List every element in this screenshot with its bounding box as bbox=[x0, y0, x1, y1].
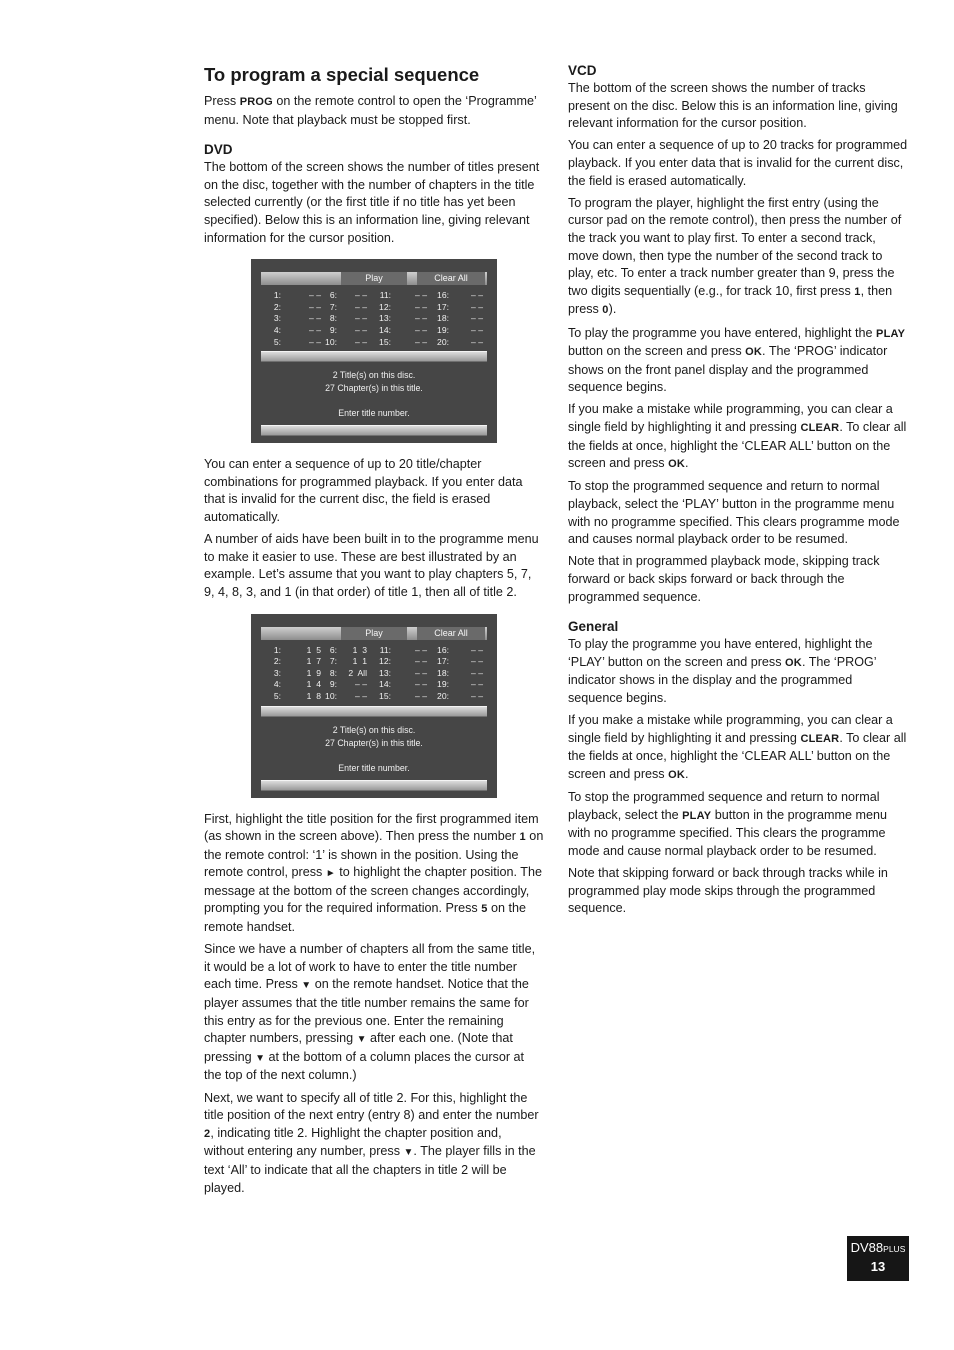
general-paragraph-4: Note that skipping forward or back through tracks while in programmed play mode skips through the programmed sequence. bbox=[568, 866, 888, 916]
grid-row: 4: – – 9: – – 14: – – 19: – – bbox=[273, 324, 483, 335]
vcd-paragraph-7: Note that in programmed playback mode, skipping track forward or back skips forward or back through the programmed sequence. bbox=[568, 554, 880, 604]
bottom-bar bbox=[261, 780, 487, 791]
intro-paragraph: Press PROG on the remote control to open the ‘Programme’ menu. Note that playback must be stopped first. bbox=[204, 94, 537, 127]
paragraph-first: First, highlight the title position for the first programmed item (as shown in the screen above). Then press the number 1 on the remote control: ‘1’ is shown in the position. Using the remote control, press ► to highlight the chapter position. The message at the bottom of the screen changes accordingly, prompting you for the required information. Press 5 on the remote handset. bbox=[204, 811, 544, 935]
right-column bbox=[568, 62, 910, 922]
down-arrow-icon: ▼ bbox=[301, 980, 312, 992]
bottom-bar bbox=[261, 425, 487, 436]
page-badge bbox=[847, 1236, 909, 1281]
paragraph-since: Since we have a number of chapters all from the same title, it would be a lot of work to have to enter the title number each time. Press ▼ on the remote handset. Notice that the player assumes that the title number remains the same for this entry as for the previous one. Enter the remaining chapter numbers, pressing ▼ after each one. (Note that pressing ▼ at the bottom of a column places the cursor at the top of the next column.) bbox=[204, 942, 536, 1083]
chapters-info: 27 Chapter(s) in this title. bbox=[325, 737, 423, 748]
titles-info: 2 Title(s) on this disc. bbox=[332, 370, 416, 381]
button-row bbox=[261, 272, 487, 285]
down-arrow-icon: ▼ bbox=[403, 1147, 414, 1159]
grid-row: 2: – – 7: – – 12: – – 17: – – bbox=[273, 301, 483, 312]
model-name: DV88PLUS bbox=[850, 1240, 906, 1255]
divider-bar bbox=[261, 706, 487, 717]
grid-row: 2: 1 7 7: 1 1 12: – – 17: – – bbox=[273, 656, 483, 667]
play-button[interactable]: Play bbox=[341, 272, 407, 285]
divider-bar bbox=[261, 351, 487, 362]
down-arrow-icon: ▼ bbox=[356, 1034, 367, 1046]
clear-all-button[interactable]: Clear All bbox=[417, 272, 485, 285]
prompt-info: Enter title number. bbox=[338, 408, 410, 419]
grid-row: 1: 1 5 6: 1 3 11: – – 16: – – bbox=[273, 644, 483, 655]
clear-all-button[interactable]: Clear All bbox=[417, 627, 485, 640]
prompt-info: Enter title number. bbox=[338, 762, 410, 773]
grid-row: 1: – – 6: – – 11: – – 16: – – bbox=[273, 290, 483, 301]
vcd-paragraph-5: If you make a mistake while programming, you can clear a single field by highlighting it and pressing CLEAR. To clear all the fields at once, highlight the ‘CLEAR ALL’ button on the screen and press OK. bbox=[568, 402, 907, 471]
prog-key: PROG bbox=[239, 96, 273, 108]
grid-row: 5: – – 10: – – 15: – – 20: – – bbox=[273, 336, 483, 347]
vcd-paragraph-2: You can enter a sequence of up to 20 tracks for programmed playback. If you enter data that is invalid for the current disc, the field is erased automatically. bbox=[568, 138, 908, 188]
left-column bbox=[204, 62, 544, 1202]
play-button[interactable]: Play bbox=[341, 627, 407, 640]
right-arrow-icon: ► bbox=[325, 868, 336, 880]
program-screen-empty bbox=[251, 259, 497, 443]
grid-row: 4: 1 4 9: – – 14: – – 19: – – bbox=[273, 679, 483, 690]
general-paragraph-2: If you make a mistake while programming, you can clear a single field by highlighting it and pressing CLEAR. To clear all the fields at once, highlight the ‘CLEAR ALL’ button on the screen and press OK. bbox=[568, 713, 907, 781]
dvd-heading: DVD bbox=[204, 142, 233, 158]
dvd-paragraph-1: The bottom of the screen shows the number of titles present on the disc, together with the number of chapters in the title selected currently (or the first title if no title has yet been specified). Below this is an information line, giving relevant information for the cursor position. bbox=[204, 160, 540, 245]
program-grid bbox=[265, 645, 487, 703]
vcd-paragraph-3: To program the player, highlight the first entry (using the cursor pad on the remote control), then press the number of the track you want to play first. To enter a second track, move down, then type the number of the second track to play, etc. To enter a track number greater than 9, press the two digits sequentially (e.g., for track 10, first press 1, then press 0). bbox=[568, 195, 902, 317]
page-number: 13 bbox=[870, 1259, 886, 1274]
chapters-info: 27 Chapter(s) in this title. bbox=[325, 383, 423, 394]
button-row bbox=[261, 627, 487, 640]
program-grid bbox=[265, 290, 487, 348]
grid-row: 3: – – 8: – – 13: – – 18: – – bbox=[273, 313, 483, 324]
grid-row: 5: 1 8 10: – – 15: – – 20: – – bbox=[273, 690, 483, 701]
vcd-paragraph-4: To play the programme you have entered, highlight the PLAY button on the screen and press OK. The ‘PROG’ indicator shows on the front panel display and the programmed sequence begins. bbox=[568, 325, 906, 395]
general-heading: General bbox=[568, 619, 619, 635]
paragraph-next: Next, we want to specify all of title 2. For this, highlight the title position of the next entry (entry 8) and enter the number 2, indicating title 2. Highlight the chapter position and, without entering any number, press ▼. The player fills in the text ‘All’ to indicate that all the chapters in title 2 will be played. bbox=[204, 1090, 539, 1195]
model-suffix: PLUS bbox=[883, 1244, 906, 1254]
general-paragraph-3: To stop the programmed sequence and return to normal playback, select the PLAY button in the programme menu with no programme specified. This clears the programme mode and cause normal playback order to be resumed. bbox=[568, 790, 887, 858]
vcd-paragraph-6: To stop the programmed sequence and return to normal playback, select the ‘PLAY’ button in the programme menu with no programme specified. This clears programme mode and causes normal playback order to be resumed. bbox=[568, 479, 900, 547]
titles-info: 2 Title(s) on this disc. bbox=[332, 724, 416, 735]
paragraph-aids: A number of aids have been built in to the programme menu to make it easier to use. These are best illustrated by an example. Let’s assume that you want to play chapters 5, 7, 9, 4, 8, 3, and 1 (in that order) of title 1, then all of title 2. bbox=[204, 532, 539, 599]
vcd-heading: VCD bbox=[568, 63, 597, 78]
general-paragraph-1: To play the programme you have entered, highlight the ‘PLAY’ button on the screen and press OK. The ‘PROG’ indicator shows in the display and the programmed sequence begins. bbox=[568, 637, 877, 705]
program-screen-filled bbox=[251, 614, 497, 798]
grid-row: 3: 1 9 8: 2 All 13: – – 18: – – bbox=[273, 667, 483, 678]
paragraph-sequence: You can enter a sequence of up to 20 title/chapter combinations for programmed playback. If you enter data that is invalid for the current disc, the field is erased automatically. bbox=[204, 457, 523, 524]
page-title: To program a special sequence bbox=[204, 64, 480, 85]
down-arrow-icon: ▼ bbox=[255, 1052, 266, 1064]
vcd-paragraph-1: The bottom of the screen shows the number of tracks present on the disc. Below this is an information line, giving relevant information for the cursor position. bbox=[568, 81, 898, 131]
